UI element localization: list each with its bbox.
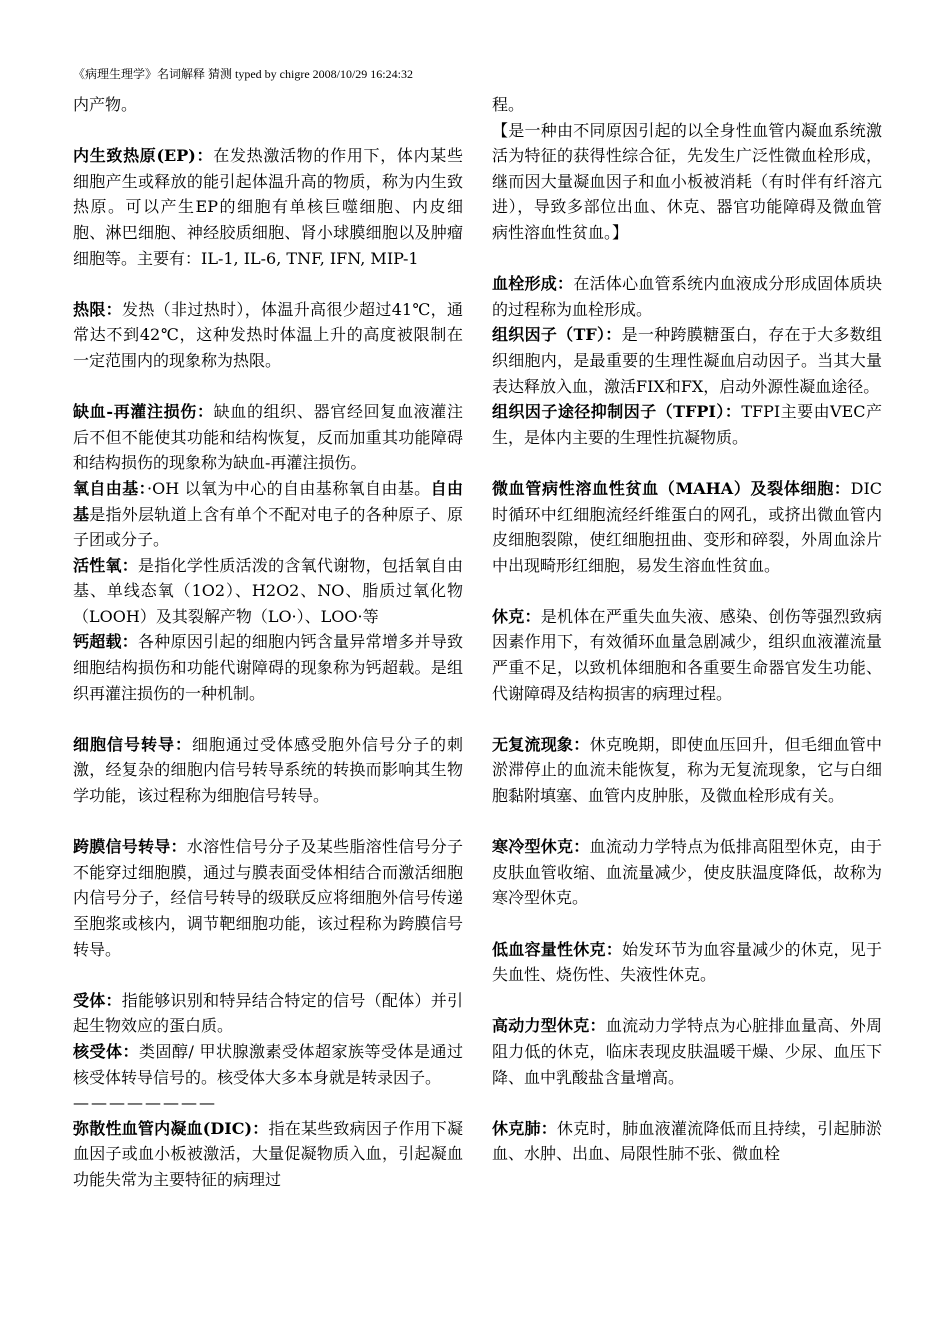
definition-paragraph: [492, 399, 882, 450]
definition-text: 血流动力学特点为心脏排血量高、外周阻力低的休克，临床表现皮肤温暖干燥、少尿、血压下降、血中乳酸盐含量增高。: [492, 1016, 882, 1087]
term-label: 活性氧：: [73, 555, 139, 575]
definition-paragraph: [492, 937, 882, 988]
definition-paragraph: [492, 476, 882, 578]
definition-text: 细胞通过受体感受胞外信号分子的刺激，经复杂的细胞内信号转导系统的转换而影响其生物学功能，该过程称为细胞信号转导。: [73, 734, 463, 806]
term-label: 微血管病性溶血性贫血（MAHA）及裂体细胞：: [492, 478, 851, 498]
definition-text: 是指化学性质活泼的含氧代谢物，包括氧自由基、单线态氧（1O2）、H2O2、NO、脂质过氧化物（LOOH）及其裂解产物（LO·）、LOO·等: [73, 555, 463, 626]
definition-text: 缺血的组织、器官经回复血液灌注后不但不能使其功能和结构恢复，反而加重其功能障碍和结构损伤的现象称为缺血-再灌注损伤。: [73, 402, 463, 473]
definition-paragraph: [73, 399, 463, 476]
term-label: 内生致热原(EP)：: [73, 146, 214, 166]
definition-paragraph: [73, 92, 463, 118]
separator-line: [73, 1090, 463, 1116]
definition-text: 水溶性信号分子及某些脂溶性信号分子不能穿过细胞膜，通过与膜表面受体相结合而激活细胞内信号分子，经信号转导的级联反应将细胞外信号传递至胞浆或核内，调节靶细胞功能，该过程称为跨膜信号转导。: [73, 837, 463, 959]
term-label: 无复流现象：: [492, 734, 590, 754]
definition-paragraph: [73, 553, 463, 630]
definition-text: 指在某些致病因子作用下凝血因子或血小板被激活，大量促凝物质入血，引起凝血功能失常为主要特征的病理过: [73, 1118, 463, 1189]
term-label: 氧自由基：: [73, 478, 147, 498]
definition-text: 血流动力学特点为低排高阻型休克，由于皮肤血管收缩、血流量减少，使皮肤温度降低，故称为寒冷型休克。: [492, 837, 882, 908]
definition-paragraph: [73, 834, 463, 962]
definition-paragraph: [492, 271, 882, 322]
definition-text: 【是一种由不同原因引起的以全身性血管内凝血系统激活为特征的获得性综合征，先发生广泛性微血栓形成，继而因大量凝血因子和血小板被消耗（有时伴有纤溶亢进），导致多部位出血、休克、器官功能障碍及微血管病性溶血性贫血。】: [492, 120, 882, 242]
definition-text: 程。: [492, 95, 525, 114]
definition-text: 是一种跨膜糖蛋白，存在于大多数组织细胞内，是最重要的生理性凝血启动因子。当其大量表达释放入血，激活FIX和FX，启动外源性凝血途径。: [492, 325, 882, 396]
definition-text: 休克晚期，即使血压回升，但毛细血管中淤滞停止的血流未能恢复，称为无复流现象，它与白细胞黏附填塞、血管内皮肿胀，及微血栓形成有关。: [492, 734, 882, 806]
definition-text: ————————: [73, 1093, 217, 1113]
term-label: 组织因子途径抑制因子（TFPI）：: [492, 402, 742, 422]
definition-text: 是机体在严重失血失液、感染、创伤等强烈致病因素作用下，有效循环血量急剧减少，组织血液灌流量严重不足，以致机体细胞和各重要生命器官发生功能、代谢障碍及结构损害的病理过程。: [492, 606, 882, 703]
definition-text: 发热（非过热时），体温升高很少超过41℃，通常达不到42℃，这种发热时体温上升的高度被限制在一定范围内的现象称为热限。: [73, 299, 463, 370]
term-label: 受体：: [73, 990, 122, 1010]
definition-paragraph: [73, 629, 463, 706]
term-label: 弥散性血管内凝血(DIC)：: [73, 1118, 269, 1138]
term-label: 组织因子（TF）：: [492, 325, 622, 345]
definition-text: 始发环节为血容量减少的休克，见于失血性、烧伤性、失液性休克。: [492, 939, 882, 985]
definition-paragraph: [73, 732, 463, 809]
definition-paragraph: [492, 604, 882, 706]
term-label: 高动力型休克：: [492, 1016, 606, 1036]
definition-text: 在发热激活物的作用下，体内某些细胞产生或释放的能引起体温升高的物质，称为内生致热原。可以产生EP的细胞有单核巨噬细胞、内皮细胞、淋巴细胞、神经胶质细胞、肾小球膜细胞以及肿瘤细胞等。主要有：IL-1, IL-6, TNF, IFN, MIP-1: [73, 146, 463, 268]
left-column: [73, 92, 463, 1193]
definition-text: DIC时循环中红细胞流经纤维蛋白的网孔，或挤出微血管内皮细胞裂隙，使红细胞扭曲、变形和碎裂，外周血涂片中出现畸形红细胞，易发生溶血性贫血。: [492, 478, 882, 575]
definition-text: 休克时，肺血液灌流降低而且持续，引起肺淤血、水肿、出血、局限性肺不张、微血栓: [492, 1118, 882, 1164]
term-label: 跨膜信号转导：: [73, 837, 187, 857]
term-label: 细胞信号转导：: [73, 734, 192, 754]
term-label: 钙超载：: [73, 632, 139, 652]
page-header: 《病理生理学》名词解释 猜测 typed by chigre 2008/10/29 16:24:32: [73, 67, 413, 81]
definition-text: 类固醇/ 甲状腺激素受体超家族等受体是通过核受体转导信号的。核受体大多本身就是转录因子。: [73, 1041, 463, 1087]
definition-text: 在活体心血管系统内血液成分形成固体质块的过程称为血栓形成。: [492, 274, 882, 319]
definition-text: 指能够识别和特异结合特定的信号（配体）并引起生物效应的蛋白质。: [73, 990, 463, 1036]
right-column: [492, 92, 882, 1167]
definition-paragraph: [492, 1013, 882, 1090]
term-label: 核受体：: [73, 1041, 140, 1061]
term-label: 低血容量性休克：: [492, 939, 623, 959]
definition-paragraph: [492, 92, 882, 118]
definition-paragraph: [492, 834, 882, 911]
term-label: 休克肺：: [492, 1118, 558, 1138]
definition-text: ·OH 以氧为中心的自由基称氧自由基。: [146, 478, 431, 498]
definition-text: 内产物。: [73, 95, 138, 114]
term-label: 缺血-再灌注损伤：: [73, 402, 214, 422]
definition-text: 各种原因引起的细胞内钙含量异常增多并导致细胞结构损伤和功能代谢障碍的现象称为钙超载。是组织再灌注损伤的一种机制。: [73, 632, 463, 703]
term-label: 血栓形成：: [492, 274, 574, 294]
definition-paragraph: [73, 1039, 463, 1090]
definition-text: TFPI主要由VEC产生，是体内主要的生理性抗凝物质。: [492, 402, 882, 447]
definition-paragraph: [492, 118, 882, 246]
definition-paragraph: [492, 732, 882, 809]
definition-paragraph: [492, 322, 882, 399]
definition-text: 是指外层轨道上含有单个不配对电子的各种原子、原子团或分子。: [73, 504, 463, 550]
definition-paragraph: [492, 1116, 882, 1167]
definition-paragraph: [73, 143, 463, 271]
term-label: 寒冷型休克：: [492, 837, 590, 857]
term-label: 热限：: [73, 299, 123, 319]
definition-paragraph: [73, 1116, 463, 1193]
definition-paragraph: [73, 297, 463, 374]
term-label: 自由基: [73, 478, 463, 524]
definition-paragraph: [73, 988, 463, 1039]
term-label: 休克：: [492, 606, 541, 626]
definition-paragraph: [73, 476, 463, 553]
